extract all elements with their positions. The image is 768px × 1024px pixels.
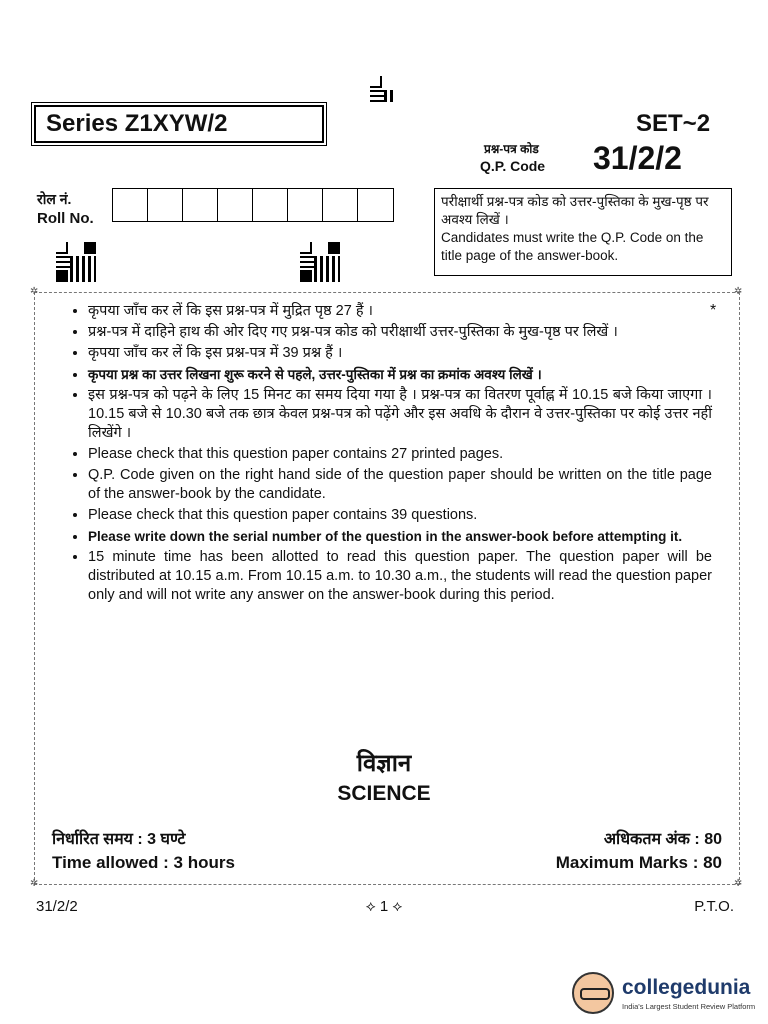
frame-star-icon: ✲ [734, 878, 743, 889]
qr-code-icon [300, 242, 340, 282]
time-allowed-hindi: निर्धारित समय : 3 घण्टे [52, 831, 186, 848]
roll-box[interactable] [183, 189, 218, 221]
series-label: Series Z1XYW/2 [34, 105, 324, 143]
roll-box[interactable] [323, 189, 358, 221]
collegedunia-logo[interactable] [568, 966, 768, 1024]
frame-star-icon: ✲ [30, 286, 39, 297]
mascot-icon [572, 972, 614, 1014]
instruction-item: • Please check that this question paper contains 27 printed pages. [88, 445, 712, 464]
subject-title-hindi: विज्ञान [356, 750, 412, 777]
instruction-item: • इस प्रश्न-पत्र को पढ़ने के लिए 15 मिनट का समय दिया गया है । प्रश्न-पत्र का वितरण पूर्वाह्न में 10.15 बजे किया जाएगा । 10.15 बजे से 10.30 बजे तक छात्र केवल प्रश्न-पत्र को पढ़ेंगे और इस अवधि के दौरान वे उत्तर-पुस्तिका पर कोई उत्तर नहीं लिखेंगे । [88, 386, 712, 443]
max-marks-hindi: अधिकतम अंक : 80 [603, 831, 722, 848]
instruction-item: • कृपया जाँच कर लें कि इस प्रश्न-पत्र में मुद्रित पृष्ठ 27 हैं । [88, 302, 712, 321]
footer-qp-code: 31/2/2 [36, 898, 78, 915]
time-allowed: Time allowed : 3 hours [52, 853, 235, 872]
qr-code-icon [370, 76, 396, 102]
qp-code-note [434, 188, 732, 276]
roll-box[interactable] [218, 189, 253, 221]
page-number: ⟡ 1 ⟡ [365, 898, 403, 915]
instructions-list [62, 302, 712, 607]
frame-star-icon: ✲ [734, 286, 743, 297]
instruction-item: • 15 minute time has been allotted to read this question paper. The question paper will be distributed at 10.15 a.m. From 10.15 a.m. to 10.30 a.m., the students will read the question paper only and will not write any answer on the answer-book during this period. [88, 548, 712, 605]
subject-title: SCIENCE [337, 782, 431, 805]
qp-code-label: Q.P. Code [480, 158, 546, 174]
asterisk-mark: * [710, 302, 717, 319]
qp-code-label-hindi: प्रश्न-पत्र कोड [484, 142, 539, 156]
qr-code-icon [56, 242, 96, 282]
max-marks: Maximum Marks : 80 [555, 853, 722, 872]
qp-code-value: 31/2/2 [593, 140, 682, 176]
logo-name: collegedunia [622, 976, 751, 999]
instruction-item: • कृपया प्रश्न का उत्तर लिखना शुरू करने से पहले, उत्तर-पुस्तिका में प्रश्न का क्रमांक अवश्य लिखें । [88, 365, 712, 384]
pto-label: P.T.O. [694, 898, 734, 915]
roll-number-boxes[interactable] [112, 188, 394, 222]
instruction-item: • प्रश्न-पत्र में दाहिने हाथ की ओर दिए गए प्रश्न-पत्र कोड को परीक्षार्थी उत्तर-पुस्तिका के मुख-पृष्ठ पर लिखें । [88, 323, 712, 342]
note-english: Candidates must write the Q.P. Code on the title page of the answer-book. [441, 230, 704, 263]
roll-box[interactable] [288, 189, 323, 221]
instruction-item: • कृपया जाँच कर लें कि इस प्रश्न-पत्र में 39 प्रश्न हैं । [88, 344, 712, 363]
set-label: SET~2 [636, 110, 711, 137]
note-hindi: परीक्षार्थी प्रश्न-पत्र कोड को उत्तर-पुस्तिका के मुख-पृष्ठ पर अवश्य लिखें । [441, 194, 709, 227]
roll-box[interactable] [148, 189, 183, 221]
logo-tagline: India's Largest Student Review Platform [622, 1002, 756, 1011]
instruction-item: • Q.P. Code given on the right hand side of the question paper should be written on the title page of the answer-book by the candidate. [88, 466, 712, 504]
roll-label-hindi: रोल नं. [37, 191, 72, 207]
roll-box[interactable] [358, 189, 393, 221]
instruction-item: • Please check that this question paper contains 39 questions. [88, 506, 712, 525]
roll-label: Roll No. [37, 210, 94, 227]
frame-star-icon: ✲ [30, 878, 39, 889]
roll-box[interactable] [253, 189, 288, 221]
instruction-item: • Please write down the serial number of the question in the answer-book before attempting it. [88, 527, 712, 546]
roll-box[interactable] [113, 189, 148, 221]
